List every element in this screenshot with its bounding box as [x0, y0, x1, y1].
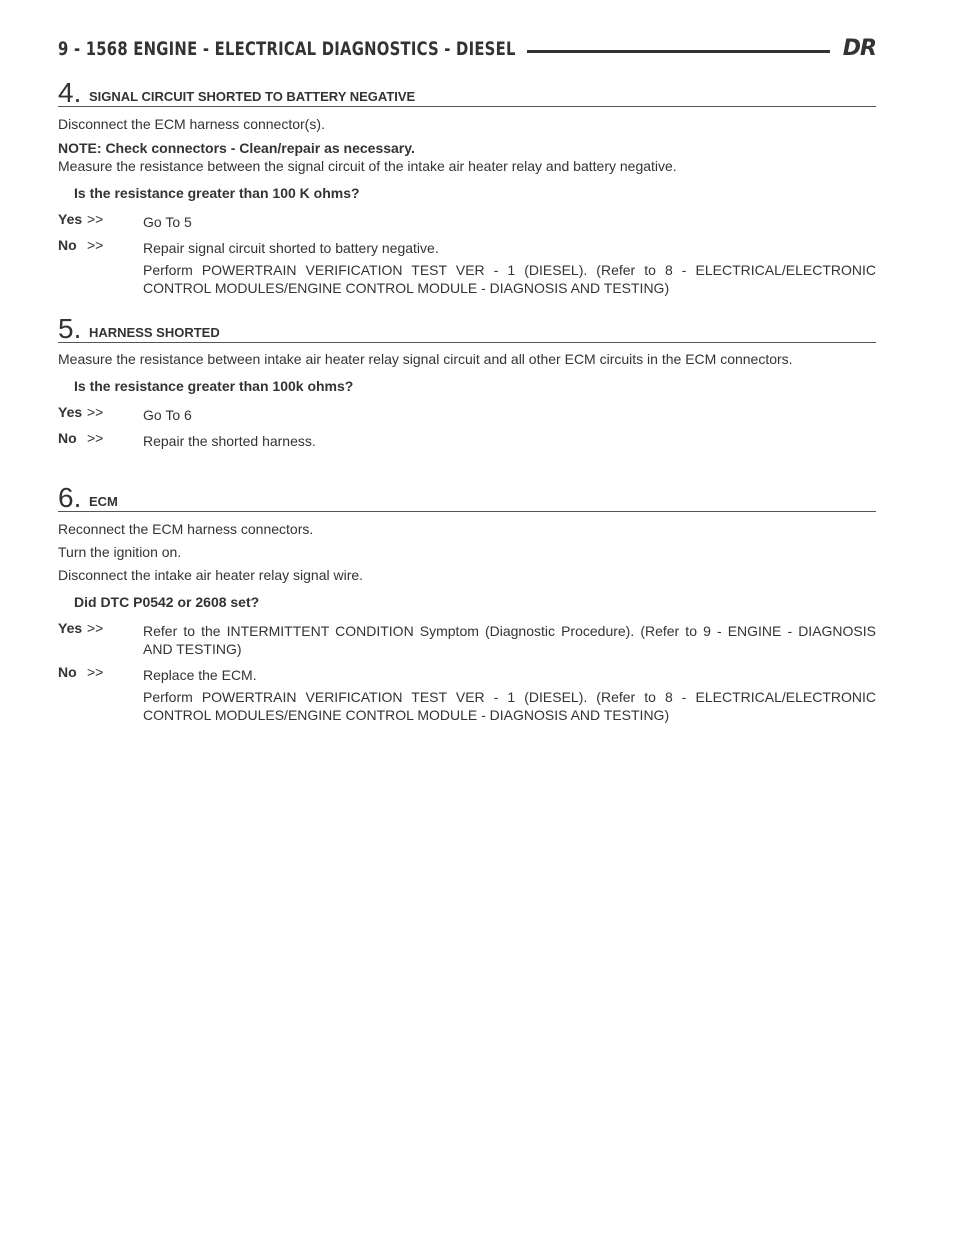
note-text: NOTE: Check connectors - Clean/repair as necessary.: [58, 140, 415, 156]
answer-arrow: >>: [87, 237, 104, 253]
answer-label: No: [58, 430, 77, 446]
running-header: [58, 38, 876, 64]
step-title: HARNESS SHORTED: [89, 325, 220, 340]
answer-arrow: >>: [87, 664, 104, 680]
instruction-text: Turn the ignition on.: [58, 544, 182, 560]
instruction-text: Disconnect the ECM harness connector(s).: [58, 116, 325, 132]
section-5: [58, 313, 876, 450]
step-title: SIGNAL CIRCUIT SHORTED TO BATTERY NEGATIVE: [89, 89, 416, 104]
answer-no: [58, 239, 876, 297]
header-rule: [527, 50, 830, 53]
answer-label: No: [58, 664, 77, 680]
test-question: Is the resistance greater than 100k ohms?: [74, 378, 354, 394]
instruction-text: Disconnect the intake air heater relay signal wire.: [58, 567, 364, 583]
instruction-text: Measure the resistance between intake air heater relay signal circuit and all other ECM circuits in the ECM connectors.: [58, 351, 793, 367]
section-6: [58, 482, 876, 724]
section-heading: [58, 482, 876, 513]
answer-arrow: >>: [87, 211, 104, 227]
section-heading: [58, 313, 876, 344]
answer-text: Refer to the INTERMITTENT CONDITION Symptom (Diagnostic Procedure). (Refer to 9 - ENGINE - DIAGNOSIS AND TESTING): [143, 623, 876, 657]
answer-text-continued: Perform POWERTRAIN VERIFICATION TEST VER - 1 (DIESEL). (Refer to 8 - ELECTRICAL/ELECTRONIC CONTROL MODULES/ENGINE CONTROL MODULE - DIAGNOSIS AND TESTING): [143, 689, 876, 723]
step-number: 6.: [58, 482, 82, 513]
test-question: Is the resistance greater than 100 K ohms?: [74, 185, 360, 201]
answer-label: Yes: [58, 211, 83, 227]
answer-label: Yes: [58, 404, 83, 420]
step-title: ECM: [89, 494, 118, 509]
answer-text: Repair signal circuit shorted to battery negative.: [143, 240, 439, 256]
answer-arrow: >>: [87, 620, 104, 636]
instruction-text: Measure the resistance between the signal circuit of the intake air heater relay and battery negative.: [58, 158, 677, 174]
answer-arrow: >>: [87, 430, 104, 446]
section-heading: [58, 77, 876, 108]
answer-text: Go To 6: [143, 407, 192, 423]
answer-yes: [58, 406, 876, 424]
answer-no: [58, 432, 876, 450]
answer-text: Repair the shorted harness.: [143, 433, 316, 449]
header-title: 9 - 1568 ENGINE - ELECTRICAL DIAGNOSTICS - DIESEL: [58, 38, 516, 60]
step-number: 4.: [58, 77, 82, 108]
section-4: [58, 77, 876, 297]
answer-text-continued: Perform POWERTRAIN VERIFICATION TEST VER - 1 (DIESEL). (Refer to 8 - ELECTRICAL/ELECTRONIC CONTROL MODULES/ENGINE CONTROL MODULE - DIAGNOSIS AND TESTING): [143, 262, 876, 296]
step-number: 5.: [58, 313, 82, 344]
answer-yes: [58, 622, 876, 658]
model-logo: DR: [842, 36, 876, 61]
instruction-text: Reconnect the ECM harness connectors.: [58, 521, 314, 537]
answer-yes: [58, 213, 876, 231]
test-question: Did DTC P0542 or 2608 set?: [74, 594, 260, 610]
answer-text: Go To 5: [143, 214, 192, 230]
answer-no: [58, 666, 876, 724]
answer-label: Yes: [58, 620, 83, 636]
answer-text: Replace the ECM.: [143, 667, 257, 683]
answer-arrow: >>: [87, 404, 104, 420]
answer-label: No: [58, 237, 77, 253]
